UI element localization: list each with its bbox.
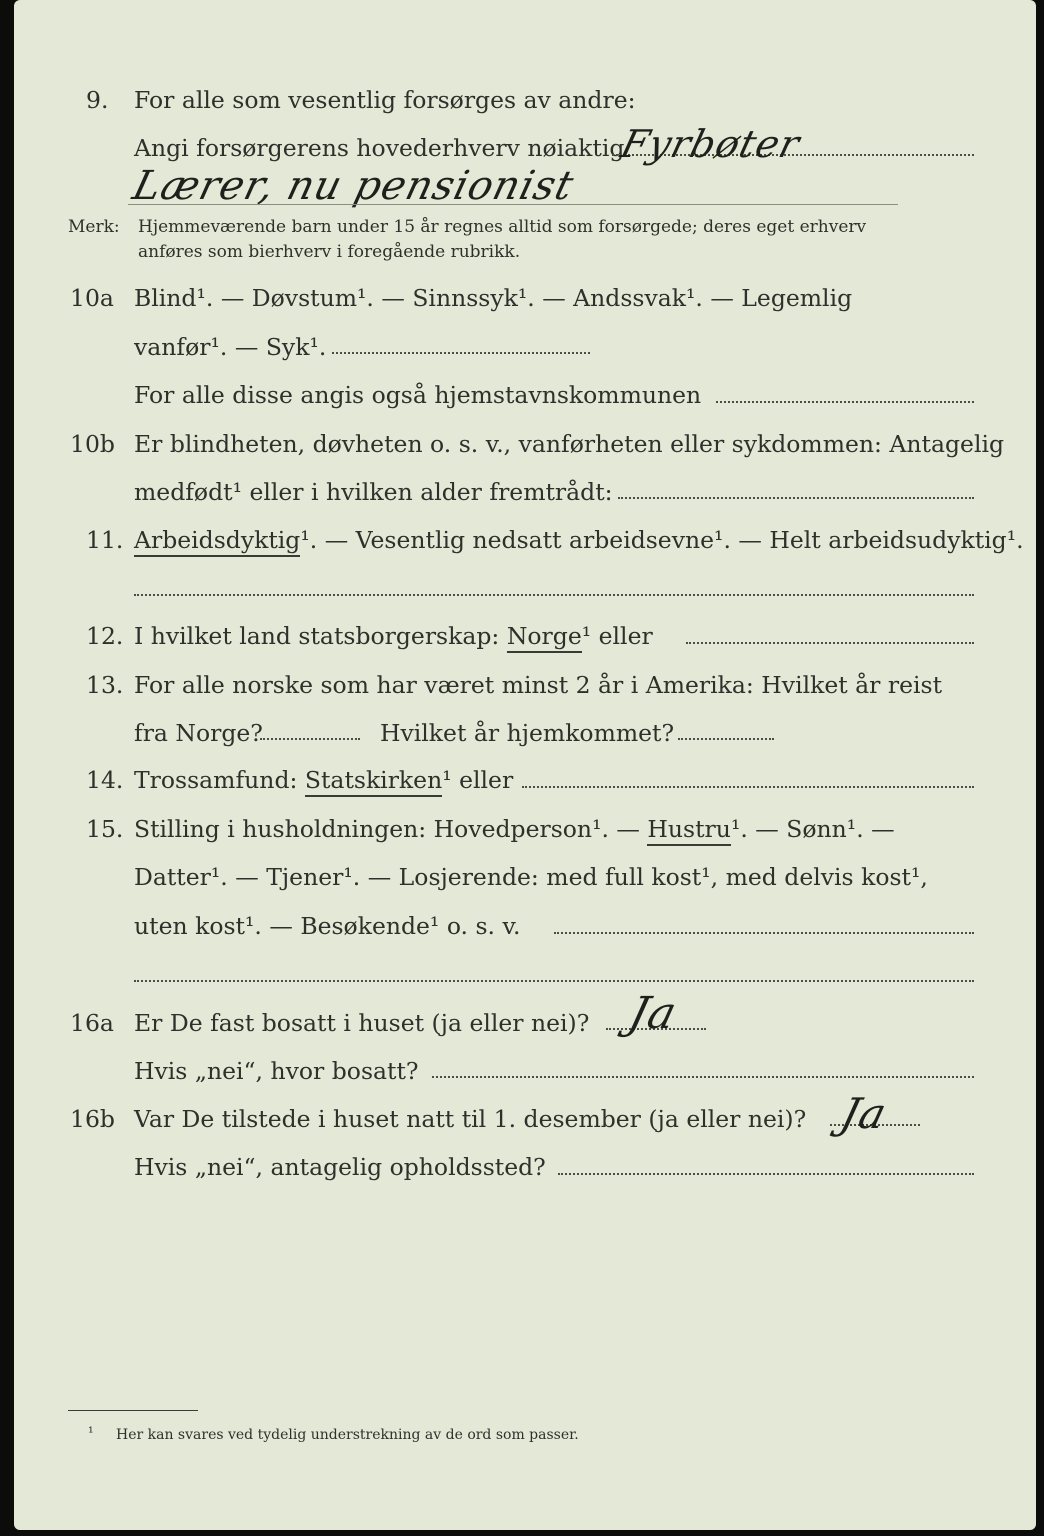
footnote-rule	[68, 1410, 198, 1411]
q11-number: 11.	[86, 526, 124, 554]
q10a-syk-line	[332, 352, 590, 354]
q15-line3: uten kost¹. — Besøkende¹ o. s. v.	[134, 912, 521, 940]
q15-answer-line	[554, 932, 974, 934]
footnote-text: Her kan svares ved tydelig understrekning av de ord som passer.	[116, 1427, 579, 1443]
merk-label: Merk:	[68, 217, 120, 237]
q15-underlined-answer: Hustru	[647, 815, 731, 846]
q13-line2b: Hvilket år hjemkommet?	[380, 719, 675, 747]
q16b-handwritten-answer: Ja	[836, 1089, 893, 1138]
merk-line1: Hjemmeværende barn under 15 år regnes alltid som forsørgede; deres eget erhverv	[138, 217, 867, 237]
q16a-number: 16a	[70, 1009, 114, 1037]
q10b-answer-line	[618, 497, 974, 499]
q16b-line2: Hvis „nei“, antagelig opholdssted?	[134, 1153, 546, 1181]
q13-line2a: fra Norge?	[134, 719, 263, 747]
q9-handwritten-occupation: Fyrbøter	[616, 122, 805, 166]
q16a-handwritten-answer: Ja	[623, 988, 683, 1039]
q14-number: 14.	[86, 766, 124, 794]
q16a-line1: Er De fast bosatt i huset (ja eller nei)?	[134, 1009, 590, 1037]
q12-answer-line	[686, 642, 974, 644]
q16b-number: 16b	[70, 1105, 115, 1133]
q13-line1: For alle norske som har været minst 2 år i Amerika: Hvilket år reist	[134, 671, 943, 699]
q10a-line1: Blind¹. — Døvstum¹. — Sinnssyk¹. — Andssvak¹. — Legemlig	[134, 284, 853, 312]
q15-number: 15.	[86, 815, 124, 843]
q9-handwritten-occupation-cont: Lærer, nu pensionist	[128, 163, 579, 209]
q12-number: 12.	[86, 622, 124, 650]
q14-answer-line	[522, 786, 974, 788]
census-form-page	[14, 0, 1036, 1530]
q13-hjemkommet-line	[678, 738, 774, 740]
q15-line1a: Stilling i husholdningen: Hovedperson¹. —	[134, 815, 640, 843]
q12-prefix: I hvilket land statsborgerskap:	[134, 622, 500, 650]
q9-answer-line-2	[128, 204, 898, 205]
q16a-line2: Hvis „nei“, hvor bosatt?	[134, 1057, 419, 1085]
q11-text	[134, 526, 1024, 554]
q15-line1b: ¹. — Sønn¹. —	[730, 815, 895, 843]
q10a-number: 10a	[70, 284, 114, 312]
q10b-line2: medfødt¹ eller i hvilken alder fremtrådt:	[134, 478, 613, 506]
q16b-opholdssted-line	[558, 1173, 974, 1175]
q10a-line3: For alle disse angis også hjemstavnskommunen	[134, 381, 702, 409]
q10a-hjemstavn-line	[716, 401, 974, 403]
q9-line2: Angi forsørgerens hovederhverv nøiaktig	[134, 134, 625, 162]
q13-number: 13.	[86, 671, 124, 699]
q14-suffix: ¹ eller	[442, 766, 514, 794]
q12-suffix: ¹ eller	[581, 622, 653, 650]
q16a-bosatt-line	[432, 1076, 974, 1078]
q12-text	[134, 622, 653, 650]
q11-answer-line	[134, 594, 974, 596]
q15-line1	[134, 815, 895, 843]
q9-line1: For alle som vesentlig forsørges av andre:	[134, 86, 636, 114]
q10b-line1: Er blindheten, døvheten o. s. v., vanførheten eller sykdommen: Antagelig	[134, 430, 1005, 458]
merk-line2: anføres som bierhverv i foregående rubrikk.	[138, 242, 521, 262]
q16b-line1: Var De tilstede i huset natt til 1. desember (ja eller nei)?	[134, 1105, 807, 1133]
footnote-mark: ¹	[88, 1425, 94, 1441]
q9-number: 9.	[86, 86, 109, 114]
q14-underlined-answer: Statskirken	[305, 766, 442, 797]
q13-reist-line	[260, 738, 360, 740]
q10b-number: 10b	[70, 430, 115, 458]
q14-prefix: Trossamfund:	[134, 766, 298, 794]
q10a-line2: vanfør¹. — Syk¹.	[134, 333, 327, 361]
q11-rest: ¹. — Vesentlig nedsatt arbeidsevne¹. — Helt arbeidsudyktig¹.	[300, 526, 1024, 554]
q14-text	[134, 766, 513, 794]
q11-underlined-answer: Arbeidsdyktig	[134, 526, 300, 557]
q12-underlined-answer: Norge	[507, 622, 582, 653]
q15-line2: Datter¹. — Tjener¹. — Losjerende: med full kost¹, med delvis kost¹,	[134, 863, 928, 891]
q15-answer-line-2	[134, 980, 974, 982]
